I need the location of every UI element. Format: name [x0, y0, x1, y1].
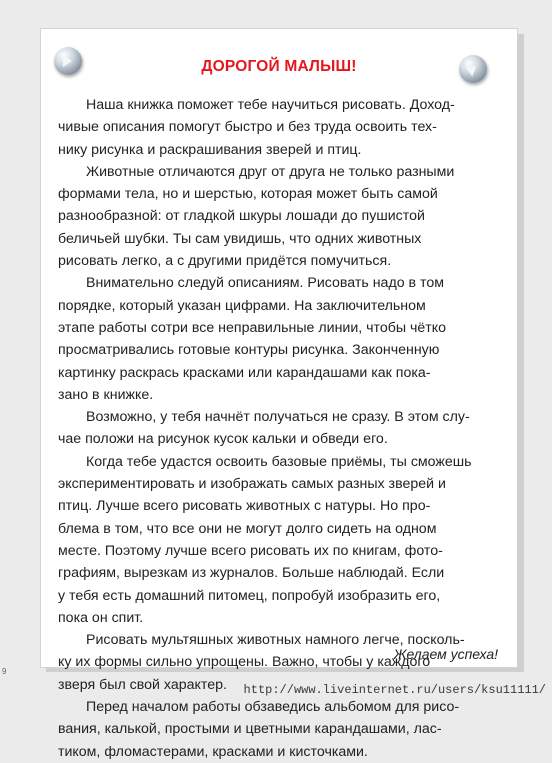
- text-line: пока он спит.: [58, 609, 144, 626]
- source-url: http://www.liveinternet.ru/users/ksu11111/: [243, 683, 546, 697]
- text-line: формами тела, но и шерстью, которая может быть самой: [58, 186, 438, 203]
- text-line: чивые описания помогут быстро и без труда освоить тех-: [58, 119, 437, 136]
- text-line: разнообразной: от гладкой шкуры лошади до пушистой: [58, 208, 425, 225]
- closing-wish: Желаем успеха!: [393, 646, 498, 662]
- text-line: графиям, вырезкам из журналов. Больше наблюдай. Если: [58, 565, 445, 582]
- text-line: тиком, фломастерами, красками и кисточками.: [58, 743, 368, 760]
- text-line: зано в книжке.: [58, 386, 154, 403]
- text-line: у тебя есть домашний питомец, попробуй изобразить его,: [58, 587, 441, 604]
- text-line: картинку раскрась красками или карандашами как пока-: [58, 364, 431, 381]
- text-line: порядке, который указан цифрами. На заключительном: [58, 297, 426, 314]
- text-line: Рисовать мультяшных животных намного легче, посколь-: [86, 632, 465, 649]
- page-marker: 9: [2, 667, 7, 676]
- body-text: [58, 94, 500, 763]
- text-line: нику рисунка и раскрашивания зверей и птиц.: [58, 141, 362, 158]
- text-line: Перед началом работы обзаведись альбомом для рисо-: [86, 699, 460, 716]
- text-line: месте. Поэтому лучше всего рисовать их по книгам, фото-: [58, 542, 443, 559]
- text-line: птиц. Лучше всего рисовать животных с натуры. Но про-: [58, 498, 431, 515]
- text-line: Внимательно следуй описаниям. Рисовать надо в том: [86, 275, 445, 292]
- text-line: зверя был свой характер.: [58, 676, 227, 693]
- text-line: этапе работы сотри все неправильные линии, чтобы чётко: [58, 319, 447, 336]
- text-line: Наша книжка поможет тебе научиться рисовать. Доход-: [86, 97, 455, 113]
- text-line: рисовать легко, а с другими придётся помучиться.: [58, 253, 392, 270]
- text-line: Животные отличаются друг от друга не только разными: [86, 163, 455, 180]
- text-line: просматривались готовые контуры рисунка. Законченную: [58, 342, 440, 359]
- text-line: экспериментировать и изображать самых разных зверей и: [58, 476, 446, 493]
- page-title: ДОРОГОЙ МАЛЫШ!: [201, 58, 357, 75]
- text-line: ку их формы сильно упрощены. Важно, чтобы у каждого: [58, 654, 431, 671]
- text-line: вания, калькой, простыми и цветными карандашами, лас-: [58, 721, 442, 738]
- text-line: чае положи на рисунок кусок кальки и обведи его.: [58, 431, 388, 448]
- text-line: блема в том, что все они не могут долго сидеть на одном: [58, 520, 437, 537]
- text-line: Возможно, у тебя начнёт получаться не сразу. В этом слу-: [86, 409, 470, 426]
- text-line: беличьей шубки. Ты сам увидишь, что одних животных: [58, 230, 422, 247]
- text-line: Когда тебе удастся освоить базовые приёмы, ты сможешь: [86, 453, 472, 470]
